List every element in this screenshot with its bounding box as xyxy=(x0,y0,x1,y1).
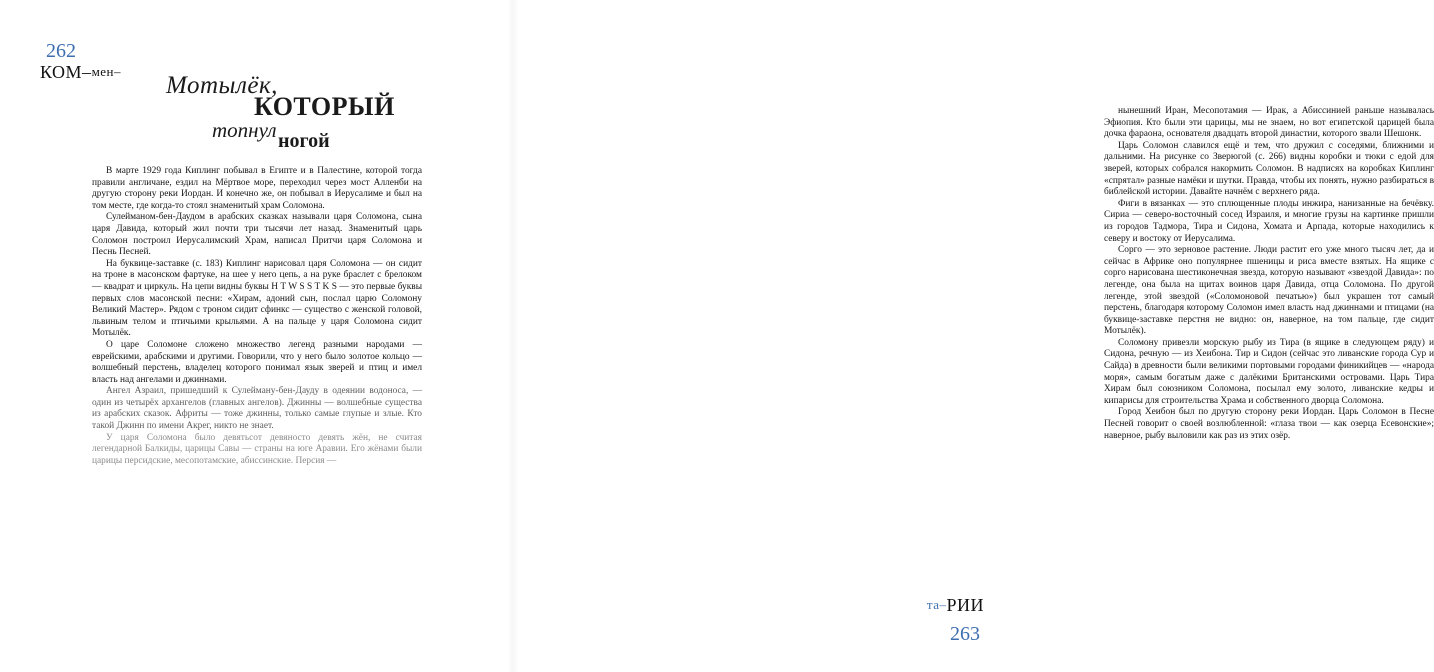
page-number-left: 262 xyxy=(46,40,76,62)
paragraph: нынешний Иран, Месопотамия — Ирак, а Абиссинией раньше называлась Эфиопия. Кто были эти царицы, мы не знаем, но вот египетской царицей была дочка фараона, основателя двадцать второй династии, которого звали Шешонк. xyxy=(1104,106,1434,140)
running-head-left-small: мен– xyxy=(91,64,122,79)
paragraph: Царь Соломон славился ещё и тем, что дружил с соседями, ближними и дальними. На рисунке со Зверюгой (с. 266) видны коробки и тюки с едой для зверей, которых собрался накормить Соломон. В надписях на коробках Киплинг «спрятал» разные намёки и шутки. Правда, чтобы их понять, нужно разбираться в библейской истории. Давайте начнём с верхнего ряда. xyxy=(1104,140,1434,198)
right-page xyxy=(512,0,1434,672)
paragraph: На буквице-заставке (с. 183) Киплинг нарисовал царя Соломона — он сидит на троне в масонском фартуке, на шее у него цепь, а на руке браслет с брелоком — квадрат и циркуль. На цепи видны буквы H T W S S T K S — это первые буквы первых слов масонской песни: «Хирам, адоний сын, послал царю Соломону Великий Мастер». Рядом с троном сидит сфинкс — существо с женской головой, львиным телом и птичьими крыльями. А на пальце у царя Соломона сидит Мотылёк. xyxy=(92,258,422,339)
chapter-title-line-4: ногой xyxy=(278,130,330,152)
paragraph: Город Хеибон был по другую сторону реки Иордан. Царь Соломон в Песне Песней говорит о своей возлюбленной: «глаза твои — как озерца Есевонские»; наверное, рыбу выловили как раз из этих озёр. xyxy=(1104,407,1434,441)
chapter-title-line-1: Мотылёк, xyxy=(166,72,278,99)
chapter-title-line-3: топнул xyxy=(212,118,277,142)
running-head-right xyxy=(927,595,984,616)
paragraph: Фиги в вязанках — это сплющенные плоды инжира, нанизанные на бечёвку. Сириа — северо-восточный сосед Израиля, и многие грузы на картинке пришли из городов Тадмора, Тира и Сидона, Хомата и Арпада, которые находились к северу и востоку от Иерусалима. xyxy=(1104,198,1434,244)
running-head-left xyxy=(40,62,121,83)
running-head-right-main: РИИ xyxy=(946,595,984,615)
left-text-column xyxy=(92,166,422,467)
paragraph: В марте 1929 года Киплинг побывал в Египте и в Палестине, которой тогда правили англичане, ездил на Мёртвое море, переходил через мост Алленби на другую сторону реки Иордан. И конечно же, он побывал в Иерусалиме и был на том месте, где когда-то стоял знаменитый храм Соломона. xyxy=(92,166,422,211)
running-head-right-small: та– xyxy=(926,597,947,612)
paragraph: Сорго — это зерновое растение. Люди растит его уже много тысяч лет, да и сейчас в Африке оно популярнее пшеницы и риса вместе взятых. На ящике с сорго нарисована шестиконечная звезда, которую называют «звездой Давида»: по легенде, она была на щитах воинов царя Давида, отца Соломона. По другой легенде, этой звездой («Соломоновой печатью») был украшен тот самый перстень, благодаря которому Соломон имел власть над джиннами и птицами (на буквице-заставке перстня не видно: он, наверное, на том пальце, где сидит Мотылёк). xyxy=(1104,245,1434,337)
page-number-right: 263 xyxy=(950,623,980,645)
paragraph: О царе Соломоне сложено множество легенд разными народами — еврейскими, арабскими и другими. Говорили, что у него было золотое кольцо — волшебный перстень, владелец которого понимал язык зверей и птиц и имел власть над ангелами и джиннами. xyxy=(92,339,422,385)
paragraph: У царя Соломона было девятьсот девяносто девять жён, не считая легендарной Балкиды, царицы Савы — страны на юге Аравии. Его жёнами были царицы персидские, месопотамские, абиссинские. Персия — xyxy=(92,432,422,466)
running-head-left-main: КОМ– xyxy=(40,62,92,82)
left-page xyxy=(0,0,512,672)
chapter-title xyxy=(150,72,400,152)
paragraph: Сулейманом-бен-Даудом в арабских сказках называли царя Соломона, сына царя Давида, который жил почти три тысячи лет назад. Знаменитый царь Соломон построил Иерусалимский Храм, написал Притчи царя Соломона и Песнь Песней. xyxy=(92,212,422,258)
paragraph: Ангел Азраил, пришедший к Сулейману-бен-Дауду в одеянии водоноса, — один из четырёх архангелов (главных ангелов). Джинны — волшебные существа из арабских сказок. Африты — тоже джинны, только самые глупые и злые. Кто такой Джинн по имени Акрег, никто не знает. xyxy=(92,386,422,432)
right-text-column xyxy=(1104,106,1434,442)
chapter-title-line-2: КОТОРЫЙ xyxy=(254,92,395,121)
paragraph: Соломону привезли морскую рыбу из Тира (в ящике в следующем ряду) и Сидона, речную — из Хеибона. Тир и Сидон (сейчас это ливанские города Сур и Сайда) в древности были великими портовыми городами финикийцев — «народа моря», самым богатым даже с далёкими Британскими островами. Царь Тира Хирам был союзником Соломона, посылал ему золото, ливанские кедры и кипарисы для строительства Храма и собственного дворца Соломона. xyxy=(1104,337,1434,406)
